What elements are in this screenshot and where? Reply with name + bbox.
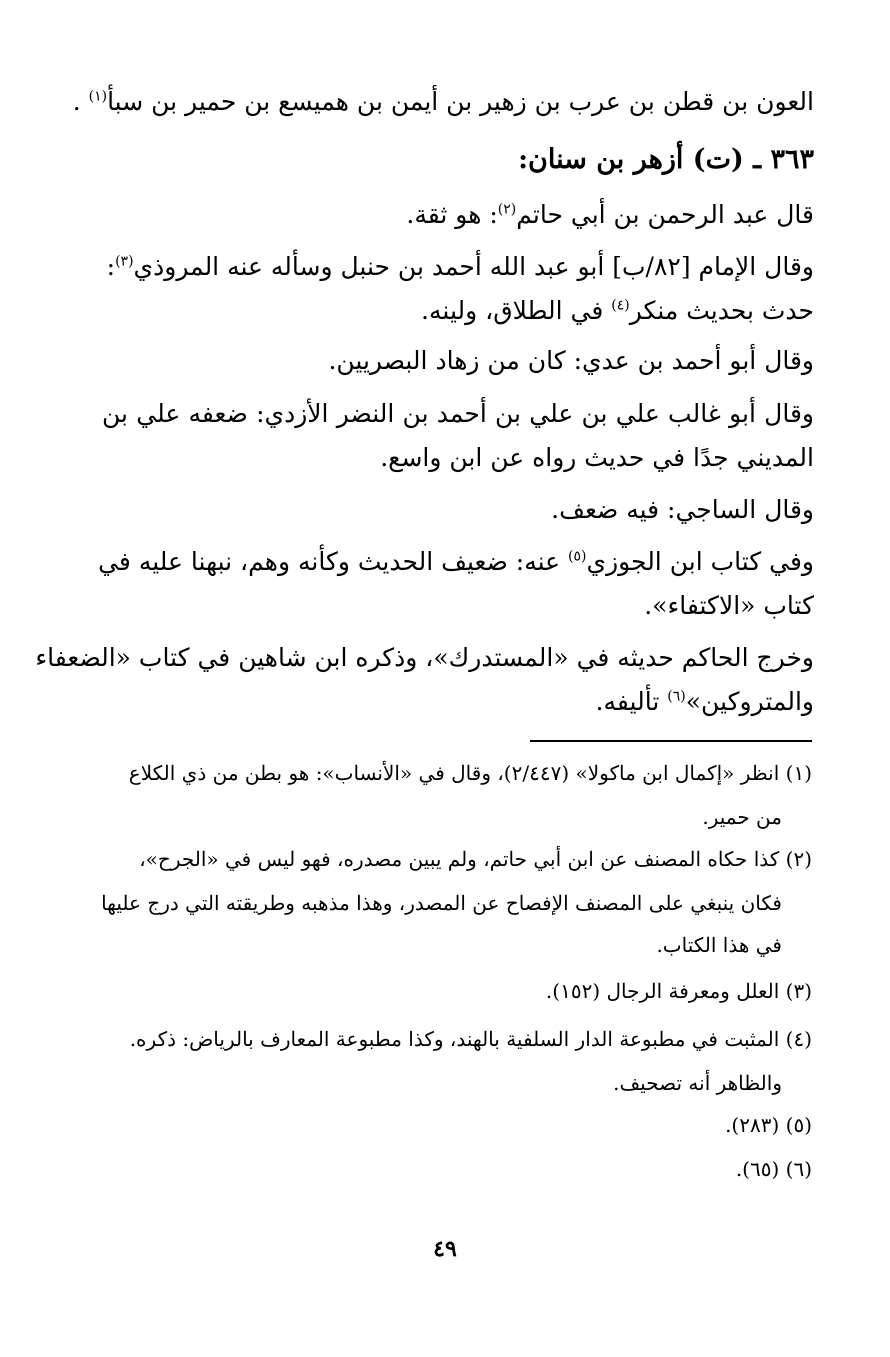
line-text: حدث بحديث منكر [629, 296, 814, 325]
line-end-dot: . [72, 87, 81, 116]
footnote-4-line-2: والظاهر أنه تصحيف. [613, 1071, 782, 1095]
entry-heading: ٣٦٣ ـ (ت) أزهر بن سنان: [518, 144, 814, 175]
line-text: في الطلاق، ولينه. [421, 296, 612, 325]
text-line-5 [102, 289, 814, 333]
line-text: وفي كتاب ابن الجوزي [586, 547, 814, 576]
text-line-12: وخرج الحاكم حديثه في «المستدرك»، وذكره ابن شاهين في كتاب «الضعفاء [35, 643, 814, 672]
text-line-1 [72, 80, 814, 124]
text-line-13 [102, 680, 814, 724]
text-line-8: المديني جدًا في حديث رواه عن ابن واسع. [380, 443, 814, 472]
text-line-4 [102, 245, 814, 289]
footnote-2-line-2: فكان ينبغي على المصنف الإفصاح عن المصدر، وهذا مذهبه وطريقته التي درج عليها [101, 891, 782, 915]
text-line-11: كتاب «الاكتفاء». [644, 591, 814, 620]
text-line-3 [102, 193, 814, 237]
footnote-1-line-1: (١) انظر «إكمال ابن ماكولا» (٢/٤٤٧)، وقال في «الأنساب»: هو بطن من ذي الكلاع [128, 761, 812, 785]
footnote-marker-3[interactable]: (٣) [115, 253, 134, 270]
text-line-10 [98, 540, 814, 584]
footnote-marker-4[interactable]: (٤) [611, 297, 630, 314]
footnote-marker-6[interactable]: (٦) [667, 688, 686, 705]
footnote-marker-5[interactable]: (٥) [568, 548, 587, 565]
text-line-6: وقال أبو أحمد بن عدي: كان من زهاد البصريين. [328, 346, 814, 375]
footnote-3: (٣) العلل ومعرفة الرجال (١٥٢). [545, 979, 812, 1003]
footnote-5: (٥) (٢٨٣). [725, 1113, 812, 1137]
page-number: ٤٩ [433, 1236, 457, 1262]
line-text: تأليفه. [595, 687, 668, 716]
footnote-2-line-1: (٢) كذا حكاه المصنف عن ابن أبي حاتم، ولم يبين مصدره، فهو ليس في «الجرح»، [139, 847, 812, 871]
line-text: عنه: ضعيف الحديث وكأنه وهم، نبهنا عليه في [98, 547, 569, 576]
footnote-2-line-3: في هذا الكتاب. [656, 933, 782, 957]
line-text: : هو ثقة. [406, 200, 498, 229]
footnote-marker-2[interactable]: (٢) [497, 201, 517, 218]
line-text: والمتروكين» [685, 687, 814, 716]
footnote-4-line-1: (٤) المثبت في مطبوعة الدار السلفية بالهند، وكذا مطبوعة المعارف بالرياض: ذكره. [129, 1027, 812, 1051]
text-line-7: وقال أبو غالب علي بن علي بن أحمد بن النضر الأزدي: ضعفه علي بن [102, 399, 814, 428]
footnote-6: (٦) (٦٥). [735, 1157, 812, 1181]
line-text: : [106, 252, 116, 281]
text-line-9: وقال الساجي: فيه ضعف. [551, 495, 814, 524]
line-text: وقال الإمام [٨٢/ب] أبو عبد الله أحمد بن حنبل وسأله عنه المروذي [133, 252, 814, 281]
footnote-marker-1[interactable]: (١) [88, 88, 108, 105]
footnote-separator [530, 740, 812, 742]
line-text: العون بن قطن بن عرب بن زهير بن أيمن بن هميسع بن حمير بن سبأ [107, 87, 814, 116]
footnote-1-line-2: من حمير. [702, 805, 782, 829]
line-text: قال عبد الرحمن بن أبي حاتم [516, 200, 814, 229]
